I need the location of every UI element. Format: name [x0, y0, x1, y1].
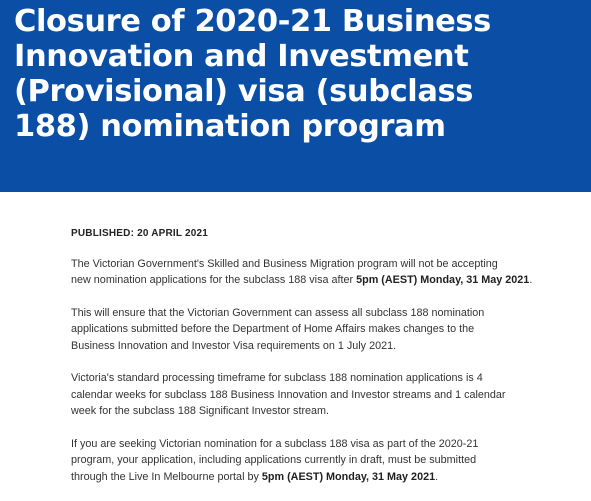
- published-date: PUBLISHED: 20 APRIL 2021: [71, 228, 209, 239]
- paragraph-line: Business Innovation and Investor Visa requirements on 1 July 2021.: [71, 339, 397, 352]
- article-body: [71, 226, 571, 501]
- article-paragraph-3: [71, 370, 571, 420]
- article-paragraph-4: [71, 436, 571, 486]
- paragraph-line: applications submitted before the Department of Home Affairs makes changes to the: [71, 323, 475, 335]
- page-title-line: Closure of 2020-21 Business: [14, 4, 491, 39]
- paragraph-line: [71, 469, 571, 486]
- paragraph-line: If you are seeking Victorian nomination for a subclass 188 visa as part of the 2020-21: [71, 437, 479, 450]
- paragraph-text: through the Live In Melbourne portal by: [71, 470, 262, 483]
- page-title-line: 188) nomination program: [14, 109, 446, 144]
- paragraph-line: week for the subclass 188 Significant Investor stream.: [71, 405, 330, 417]
- paragraph-line: calendar weeks for subclass 188 Business Innovation and Investor streams and 1 calendar: [71, 388, 506, 401]
- paragraph-text: .: [529, 274, 533, 286]
- paragraph-line: program, your application, including applications currently in draft, must be submitted: [71, 454, 477, 466]
- paragraph-text: new nomination applications for the subclass 188 visa after: [71, 274, 357, 286]
- page-title: [14, 4, 584, 144]
- paragraph-line: Victoria's standard processing timeframe for subclass 188 nomination applications is 4: [71, 372, 483, 384]
- paragraph-text: .: [435, 470, 439, 483]
- page-hero-banner: [0, 0, 591, 192]
- paragraph-line: This will ensure that the Victorian Government can assess all subclass 188 nomination: [71, 306, 485, 319]
- paragraph-line: The Victorian Government's Skilled and Business Migration program will not be accepting: [71, 257, 498, 270]
- paragraph-line: [71, 272, 571, 289]
- article-paragraph-2: [71, 305, 571, 355]
- closing-date-emphasis: 5pm (AEST) Monday, 31 May 2021: [261, 470, 436, 483]
- article-paragraph-1: [71, 256, 571, 289]
- closing-date-emphasis: 5pm (AEST) Monday, 31 May 2021: [356, 274, 530, 286]
- page-title-line: Innovation and Investment: [14, 39, 469, 74]
- page-title-line: (Provisional) visa (subclass: [14, 74, 474, 109]
